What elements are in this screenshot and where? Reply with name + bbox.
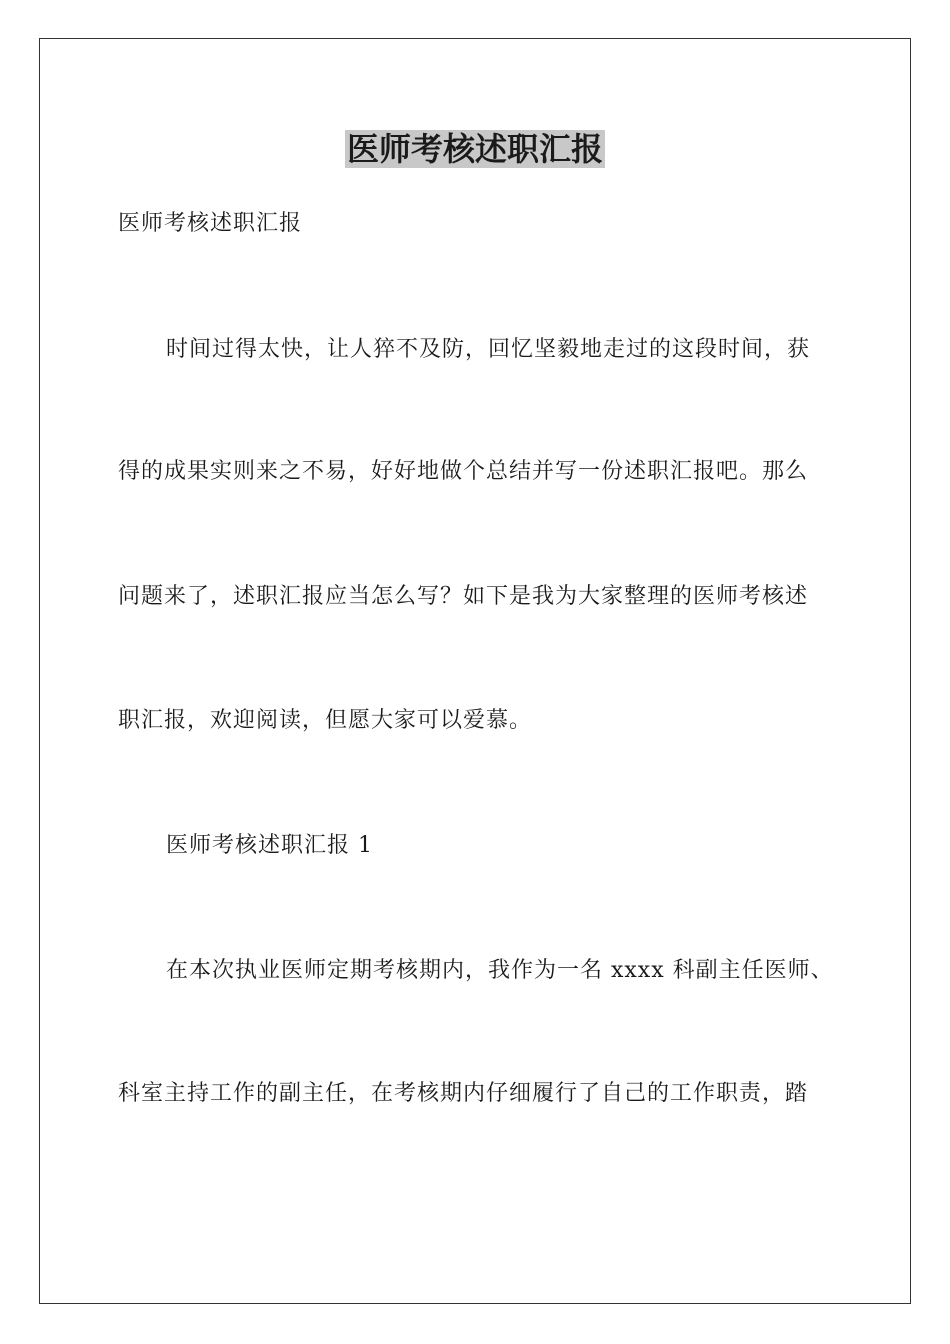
paragraph-line: 得的成果实则来之不易，好好地做个总结并写一份述职汇报吧。那么 <box>118 459 809 484</box>
paragraph-line: 职汇报，欢迎阅读，但愿大家可以爱慕。 <box>118 708 533 733</box>
paragraph-line: 问题来了，述职汇报应当怎么写？如下是我为大家整理的医师考核述 <box>118 584 809 609</box>
paragraph-line: 在本次执业医师定期考核期内，我作为一名 xxxx 科副主任医师、 <box>166 958 834 983</box>
paragraph-line: 科室主持工作的副主任，在考核期内仔细履行了自己的工作职责，踏 <box>118 1081 809 1106</box>
document-title-text: 医师考核述职汇报 <box>346 130 603 168</box>
document-title <box>0 126 950 172</box>
section-heading: 医师考核述职汇报 1 <box>166 833 373 858</box>
document-subtitle: 医师考核述职汇报 <box>118 211 303 236</box>
paragraph-line: 时间过得太快，让人猝不及防，回忆坚毅地走过的这段时间，获 <box>166 337 811 362</box>
